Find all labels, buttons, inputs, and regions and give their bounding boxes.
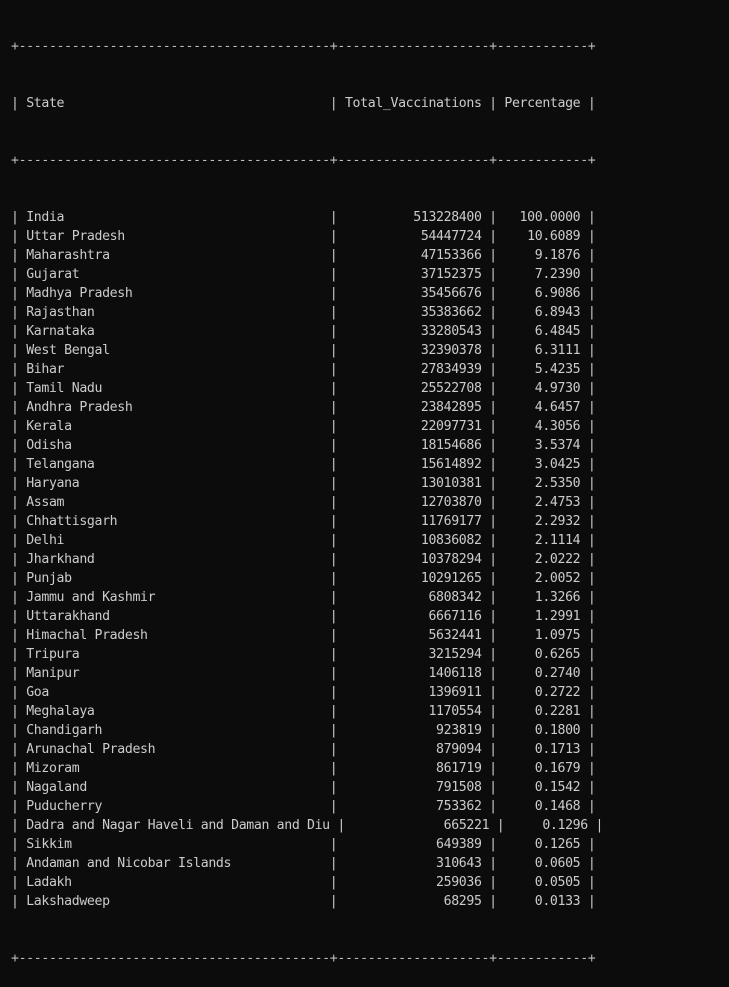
table-row: | Ladakh | 259036 | 0.0505 | xyxy=(11,875,596,890)
cell-total: 25522708 xyxy=(344,381,482,396)
column-header-pct: Percentage xyxy=(504,96,581,111)
table-row: | Madhya Pradesh | 35456676 | 6.9086 | xyxy=(11,286,596,301)
cell-state: West Bengal xyxy=(26,343,323,358)
cell-state: Puducherry xyxy=(26,799,323,814)
cell-state: Sikkim xyxy=(26,837,323,852)
cell-pct: 0.1468 xyxy=(504,799,581,814)
cell-total: 259036 xyxy=(344,875,482,890)
cell-pct: 10.6089 xyxy=(504,229,581,244)
table-row: | Andhra Pradesh | 23842895 | 4.6457 | xyxy=(11,400,596,415)
cell-total: 923819 xyxy=(344,723,482,738)
table-row: | Goa | 1396911 | 0.2722 | xyxy=(11,685,596,700)
cell-pct: 0.1679 xyxy=(504,761,581,776)
cell-pct: 2.1114 xyxy=(504,533,581,548)
cell-pct: 0.1265 xyxy=(504,837,581,852)
cell-total: 6808342 xyxy=(344,590,482,605)
table-row: | Gujarat | 37152375 | 7.2390 | xyxy=(11,267,596,282)
cell-state: Mizoram xyxy=(26,761,323,776)
table-row: | Jammu and Kashmir | 6808342 | 1.3266 | xyxy=(11,590,596,605)
table-row: | West Bengal | 32390378 | 6.3111 | xyxy=(11,343,596,358)
cell-state: Meghalaya xyxy=(26,704,323,719)
table-row: | Tamil Nadu | 25522708 | 4.9730 | xyxy=(11,381,596,396)
cell-pct: 1.2991 xyxy=(504,609,581,624)
cell-state: Uttar Pradesh xyxy=(26,229,323,244)
table-row: | India | 513228400 | 100.0000 | xyxy=(11,210,596,225)
cell-state: Nagaland xyxy=(26,780,323,795)
cell-pct: 4.9730 xyxy=(504,381,581,396)
cell-state: Manipur xyxy=(26,666,323,681)
cell-total: 35383662 xyxy=(344,305,482,320)
table-row: | Mizoram | 861719 | 0.1679 | xyxy=(11,761,596,776)
cell-pct: 2.2932 xyxy=(504,514,581,529)
cell-total: 27834939 xyxy=(344,362,482,377)
cell-total: 11769177 xyxy=(344,514,482,529)
cell-state: Telangana xyxy=(26,457,323,472)
cell-pct: 6.4845 xyxy=(504,324,581,339)
cell-total: 13010381 xyxy=(344,476,482,491)
table-header-divider: +-----------------------------------------+--------------------+------------+ xyxy=(11,153,596,168)
cell-state: Lakshadweep xyxy=(26,894,323,909)
cell-pct: 0.1713 xyxy=(504,742,581,757)
cell-total: 22097731 xyxy=(344,419,482,434)
cell-total: 33280543 xyxy=(344,324,482,339)
cell-pct: 0.1800 xyxy=(504,723,581,738)
cell-state: Arunachal Pradesh xyxy=(26,742,323,757)
cell-total: 513228400 xyxy=(344,210,482,225)
cell-pct: 0.0505 xyxy=(504,875,581,890)
table-row: | Nagaland | 791508 | 0.1542 | xyxy=(11,780,596,795)
cell-state: Andaman and Nicobar Islands xyxy=(26,856,323,871)
cell-pct: 0.1296 xyxy=(511,818,588,833)
cell-state: Odisha xyxy=(26,438,323,453)
cell-state: Uttarakhand xyxy=(26,609,323,624)
cell-pct: 0.2281 xyxy=(504,704,581,719)
table-row: | Meghalaya | 1170554 | 0.2281 | xyxy=(11,704,596,719)
cell-total: 47153366 xyxy=(344,248,482,263)
table-row: | Jharkhand | 10378294 | 2.0222 | xyxy=(11,552,596,567)
cell-total: 1396911 xyxy=(344,685,482,700)
cell-state: Punjab xyxy=(26,571,323,586)
cell-state: Maharashtra xyxy=(26,248,323,263)
table-row: | Chandigarh | 923819 | 0.1800 | xyxy=(11,723,596,738)
cell-total: 649389 xyxy=(344,837,482,852)
table-header-row: | State | Total_Vaccinations | Percentage | xyxy=(11,96,596,111)
cell-pct: 6.8943 xyxy=(504,305,581,320)
cell-state: Rajasthan xyxy=(26,305,323,320)
cell-state: Delhi xyxy=(26,533,323,548)
cell-total: 1406118 xyxy=(344,666,482,681)
cell-state: Jammu and Kashmir xyxy=(26,590,323,605)
cell-total: 10378294 xyxy=(344,552,482,567)
cell-pct: 7.2390 xyxy=(504,267,581,282)
table-row: | Odisha | 18154686 | 3.5374 | xyxy=(11,438,596,453)
cell-state: Gujarat xyxy=(26,267,323,282)
cell-pct: 5.4235 xyxy=(504,362,581,377)
terminal-output xyxy=(11,0,603,987)
cell-pct: 0.2740 xyxy=(504,666,581,681)
column-header-total: Total_Vaccinations xyxy=(344,96,482,111)
table-row: | Himachal Pradesh | 5632441 | 1.0975 | xyxy=(11,628,596,643)
cell-state: Himachal Pradesh xyxy=(26,628,323,643)
cell-pct: 2.0052 xyxy=(504,571,581,586)
cell-state: India xyxy=(26,210,323,225)
table-row: | Punjab | 10291265 | 2.0052 | xyxy=(11,571,596,586)
cell-total: 12703870 xyxy=(344,495,482,510)
cell-state: Goa xyxy=(26,685,323,700)
cell-total: 5632441 xyxy=(344,628,482,643)
cell-total: 879094 xyxy=(344,742,482,757)
cell-pct: 6.3111 xyxy=(504,343,581,358)
cell-pct: 3.5374 xyxy=(504,438,581,453)
table-row: | Telangana | 15614892 | 3.0425 | xyxy=(11,457,596,472)
cell-pct: 2.0222 xyxy=(504,552,581,567)
cell-total: 15614892 xyxy=(344,457,482,472)
cell-total: 32390378 xyxy=(344,343,482,358)
table-bottom-border: +-----------------------------------------+--------------------+------------+ xyxy=(11,951,596,966)
table-row: | Kerala | 22097731 | 4.3056 | xyxy=(11,419,596,434)
cell-state: Tamil Nadu xyxy=(26,381,323,396)
table-row: | Lakshadweep | 68295 | 0.0133 | xyxy=(11,894,596,909)
table-row: | Arunachal Pradesh | 879094 | 0.1713 | xyxy=(11,742,596,757)
table-row: | Uttar Pradesh | 54447724 | 10.6089 | xyxy=(11,229,596,244)
cell-total: 753362 xyxy=(344,799,482,814)
cell-pct: 0.0133 xyxy=(504,894,581,909)
cell-pct: 4.6457 xyxy=(504,400,581,415)
cell-pct: 0.1542 xyxy=(504,780,581,795)
column-header-state: State xyxy=(26,96,323,111)
cell-total: 18154686 xyxy=(344,438,482,453)
cell-pct: 2.4753 xyxy=(504,495,581,510)
cell-total: 10836082 xyxy=(344,533,482,548)
cell-total: 35456676 xyxy=(344,286,482,301)
cell-pct: 0.6265 xyxy=(504,647,581,662)
cell-total: 1170554 xyxy=(344,704,482,719)
cell-total: 6667116 xyxy=(344,609,482,624)
table-row: | Tripura | 3215294 | 0.6265 | xyxy=(11,647,596,662)
table-row: | Sikkim | 649389 | 0.1265 | xyxy=(11,837,596,852)
cell-pct: 6.9086 xyxy=(504,286,581,301)
cell-state: Assam xyxy=(26,495,323,510)
table-row: | Delhi | 10836082 | 2.1114 | xyxy=(11,533,596,548)
cell-state: Chhattisgarh xyxy=(26,514,323,529)
cell-state: Ladakh xyxy=(26,875,323,890)
cell-pct: 0.0605 xyxy=(504,856,581,871)
table-row: | Haryana | 13010381 | 2.5350 | xyxy=(11,476,596,491)
cell-state: Bihar xyxy=(26,362,323,377)
cell-total: 23842895 xyxy=(344,400,482,415)
table-row: | Dadra and Nagar Haveli and Daman and Diu | 665221 | 0.1296 | xyxy=(11,818,604,833)
cell-pct: 2.5350 xyxy=(504,476,581,491)
cell-pct: 1.0975 xyxy=(504,628,581,643)
cell-total: 54447724 xyxy=(344,229,482,244)
table-row: | Manipur | 1406118 | 0.2740 | xyxy=(11,666,596,681)
cell-state: Dadra and Nagar Haveli and Daman and Diu xyxy=(26,818,330,833)
cell-total: 861719 xyxy=(344,761,482,776)
table-row: | Maharashtra | 47153366 | 9.1876 | xyxy=(11,248,596,263)
cell-pct: 100.0000 xyxy=(504,210,581,225)
cell-pct: 3.0425 xyxy=(504,457,581,472)
cell-state: Jharkhand xyxy=(26,552,323,567)
table-row: | Chhattisgarh | 11769177 | 2.2932 | xyxy=(11,514,596,529)
table-row: | Uttarakhand | 6667116 | 1.2991 | xyxy=(11,609,596,624)
cell-state: Tripura xyxy=(26,647,323,662)
cell-pct: 1.3266 xyxy=(504,590,581,605)
table-row: | Puducherry | 753362 | 0.1468 | xyxy=(11,799,596,814)
table-body xyxy=(11,208,603,911)
cell-total: 10291265 xyxy=(344,571,482,586)
table-top-border: +-----------------------------------------+--------------------+------------+ xyxy=(11,39,596,54)
cell-total: 665221 xyxy=(352,818,490,833)
table-row: | Karnataka | 33280543 | 6.4845 | xyxy=(11,324,596,339)
cell-total: 791508 xyxy=(344,780,482,795)
table-row: | Bihar | 27834939 | 5.4235 | xyxy=(11,362,596,377)
table-row: | Andaman and Nicobar Islands | 310643 | 0.0605 | xyxy=(11,856,596,871)
cell-total: 310643 xyxy=(344,856,482,871)
cell-pct: 0.2722 xyxy=(504,685,581,700)
cell-state: Chandigarh xyxy=(26,723,323,738)
cell-state: Kerala xyxy=(26,419,323,434)
table-row: | Rajasthan | 35383662 | 6.8943 | xyxy=(11,305,596,320)
cell-total: 37152375 xyxy=(344,267,482,282)
cell-total: 3215294 xyxy=(344,647,482,662)
cell-total: 68295 xyxy=(344,894,482,909)
table-row: | Assam | 12703870 | 2.4753 | xyxy=(11,495,596,510)
cell-pct: 9.1876 xyxy=(504,248,581,263)
cell-pct: 4.3056 xyxy=(504,419,581,434)
cell-state: Haryana xyxy=(26,476,323,491)
cell-state: Madhya Pradesh xyxy=(26,286,323,301)
cell-state: Karnataka xyxy=(26,324,323,339)
cell-state: Andhra Pradesh xyxy=(26,400,323,415)
